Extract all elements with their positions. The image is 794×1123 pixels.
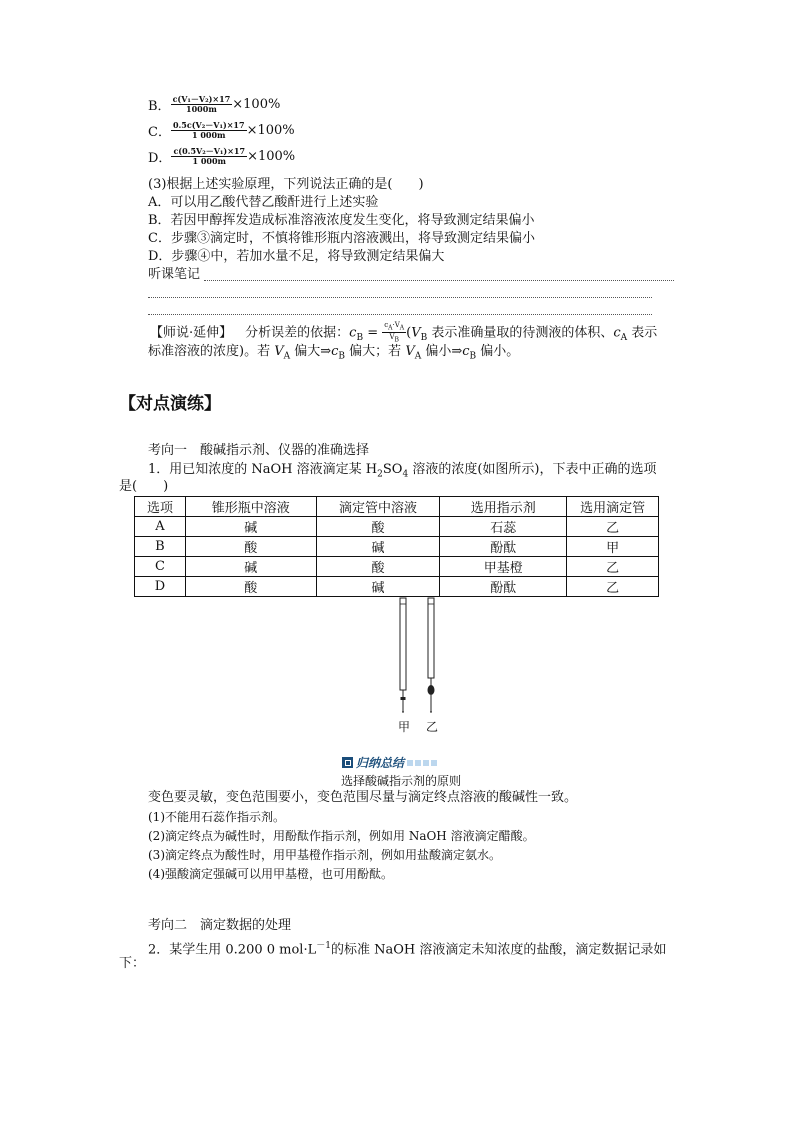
cb2-sub: B <box>338 351 346 362</box>
notes-line-3 <box>148 314 652 315</box>
option-d-fraction <box>171 147 247 166</box>
table-cell: 碱 <box>316 577 440 597</box>
q3-stem: (3)根据上述实验原理，下列说法正确的是( ) <box>148 177 424 192</box>
option-d-numerator: c(0.5V₂－V₁)×17 <box>173 146 246 156</box>
table-cell: D <box>135 577 186 597</box>
notes-line-1 <box>204 280 674 281</box>
burettes-diagram <box>388 594 448 736</box>
teacher-frac-den-v: V <box>389 333 395 342</box>
cb3-sub: B <box>469 351 477 362</box>
equals: = <box>363 325 383 341</box>
q1-line-2: 是( ) <box>119 479 169 494</box>
table-cell: 碱 <box>185 557 316 577</box>
vb-sub: B <box>420 332 428 343</box>
teacher-frac-num-c-sub: A <box>388 324 393 332</box>
teacher-frac-num-v-sub: A <box>399 324 405 332</box>
va1-symbol: V <box>274 344 284 359</box>
teacher-line2c: 偏大；若 <box>345 344 406 359</box>
table-cell: B <box>135 537 186 557</box>
teacher-line2d: 偏小⇒ <box>421 344 463 359</box>
teacher-text2: ( <box>406 325 412 341</box>
option-b-label: B． <box>148 99 171 114</box>
q1-table <box>134 496 659 597</box>
option-b-tail: ×100% <box>232 97 281 112</box>
table-cell: 甲 <box>567 537 659 557</box>
burette-jia <box>400 598 406 712</box>
table-cell: 酚酞 <box>440 577 567 597</box>
teacher-frac-num-c: c <box>384 321 389 329</box>
q1-sub-4: 4 <box>402 469 409 480</box>
summary-item: (2)滴定终点为碱性时，用酚酞作指示剂，例如用 NaOH 溶液滴定醋酸。 <box>148 829 535 843</box>
q1-sub-2: 2 <box>377 469 383 480</box>
option-c <box>148 121 295 140</box>
ca-sub: A <box>620 332 628 343</box>
table-cell: 酸 <box>316 517 440 537</box>
teacher-note-line2 <box>148 342 519 367</box>
q2-sup: －1 <box>316 941 331 951</box>
option-d-denominator: 1 000m <box>192 156 226 166</box>
table-cell: 乙 <box>567 517 659 537</box>
burette-label-yi: 乙 <box>426 720 439 734</box>
q1-line-1 <box>148 461 656 484</box>
table-cell: 酸 <box>185 537 316 557</box>
q2-text-a: 2．某学生用 0.200 0 mol·L <box>148 942 317 958</box>
q2-text-b: 的标准 NaOH 溶液滴定未知浓度的盐酸，滴定数据记录如 <box>330 942 667 958</box>
q3-option-b: B．若因甲醇挥发造成标准溶液浓度发生变化，将导致测定结果偏小 <box>148 213 535 228</box>
va2-symbol: V <box>405 344 415 359</box>
burette-label-jia: 甲 <box>398 720 411 734</box>
option-b <box>148 95 280 114</box>
option-d-label: D． <box>148 151 172 166</box>
va1-sub: A <box>283 351 291 362</box>
summary-intro: 变色要灵敏，变色范围要小，变色范围尽量与滴定终点溶液的酸碱性一致。 <box>148 790 578 805</box>
teacher-frac-num-v: V <box>394 321 400 329</box>
table-cell: 酸 <box>185 577 316 597</box>
cb-symbol: c <box>349 325 357 341</box>
table-cell: 碱 <box>316 537 440 557</box>
q2-line-1 <box>148 937 666 959</box>
q1-text-b: SO <box>382 462 403 477</box>
teacher-head: 【师说·延伸】 <box>150 325 233 341</box>
table-cell: 乙 <box>567 577 659 597</box>
table-row <box>135 537 659 557</box>
summary-title: 选择酸碱指示剂的原则 <box>341 774 462 788</box>
summary-badge <box>342 754 439 771</box>
summary-item: (1)不能用石蕊作指示剂。 <box>148 810 285 824</box>
section-title: 【对点演练】 <box>119 394 221 414</box>
table-header: 锥形瓶中溶液 <box>185 497 316 517</box>
table-cell: A <box>135 517 186 537</box>
option-b-fraction <box>171 95 233 114</box>
q1-text-a: 1．用已知浓度的 NaOH 溶液滴定某 H <box>148 462 378 477</box>
q2-line-2: 下： <box>119 956 146 971</box>
option-d-tail: ×100% <box>247 149 296 164</box>
table-header: 选项 <box>135 497 186 517</box>
summary-badge-text: 归纳总结 <box>356 756 405 770</box>
table-header-row <box>135 497 659 517</box>
table-cell: 石蕊 <box>440 517 567 537</box>
option-c-label: C． <box>148 125 171 140</box>
teacher-text1: 分析误差的依据： <box>245 325 350 341</box>
direction-2: 考向二 滴定数据的处理 <box>148 918 292 933</box>
summary-item: (3)滴定终点为酸性时，用甲基橙作指示剂，例如用盐酸滴定氨水。 <box>148 848 502 862</box>
table-header: 滴定管中溶液 <box>316 497 440 517</box>
table-header: 选用滴定管 <box>567 497 659 517</box>
teacher-line2a: 标准溶液的浓度)。若 <box>148 344 275 359</box>
table-cell: 乙 <box>567 557 659 577</box>
notes-line-2 <box>148 297 652 298</box>
summary-decoration <box>407 755 439 770</box>
burette-yi <box>428 598 435 712</box>
table-cell: 甲基橙 <box>440 557 567 577</box>
teacher-text3: 表示准确量取的待测液的体积、 <box>427 325 614 341</box>
option-c-numerator: 0.5c(V₂－V₁)×17 <box>172 120 245 130</box>
table-cell: 酚酞 <box>440 537 567 557</box>
option-d <box>148 147 295 166</box>
option-c-tail: ×100% <box>246 123 295 138</box>
cb2-symbol: c <box>331 344 339 359</box>
option-b-denominator: 1000m <box>186 104 217 114</box>
table-row <box>135 517 659 537</box>
option-c-denominator: 1 000m <box>192 130 226 140</box>
q3-option-d: D．步骤④中，若加水量不足，将导致测定结果偏大 <box>148 249 445 264</box>
teacher-line2e: 偏小。 <box>476 344 520 359</box>
option-b-numerator: c(V₁－V₂)×17 <box>172 94 231 104</box>
cb3-symbol: c <box>462 344 470 359</box>
summary-item: (4)强酸滴定强碱可以用甲基橙，也可用酚酞。 <box>148 867 393 881</box>
table-header: 选用指示剂 <box>440 497 567 517</box>
table-cell: 酸 <box>316 557 440 577</box>
table-cell: 碱 <box>185 517 316 537</box>
table-row <box>135 557 659 577</box>
q3-option-c: C．步骤③滴定时，不慎将锥形瓶内溶液溅出，将导致测定结果偏小 <box>148 231 535 246</box>
va2-sub: A <box>414 351 422 362</box>
direction-1: 考向一 酸碱指示剂、仪器的准确选择 <box>148 443 370 458</box>
q3-option-a: A．可以用乙酸代替乙酸酐进行上述实验 <box>148 195 379 210</box>
summary-icon <box>342 757 353 768</box>
option-c-fraction <box>171 121 247 140</box>
q1-text-c: 溶液的浓度(如图所示)，下表中正确的选项 <box>408 462 657 477</box>
cb-sub: B <box>356 332 364 343</box>
teacher-frac-den-v-sub: B <box>394 336 399 344</box>
teacher-line2b: 偏大⇒ <box>290 344 332 359</box>
teacher-text4: 表示 <box>627 325 658 341</box>
teacher-frac-num: $c_A\cdot V_A$ <box>384 321 405 332</box>
ca-symbol: c <box>613 325 621 341</box>
vb-symbol: V <box>411 325 421 341</box>
notes-label: 听课笔记 <box>148 267 201 282</box>
table-cell: C <box>135 557 186 577</box>
